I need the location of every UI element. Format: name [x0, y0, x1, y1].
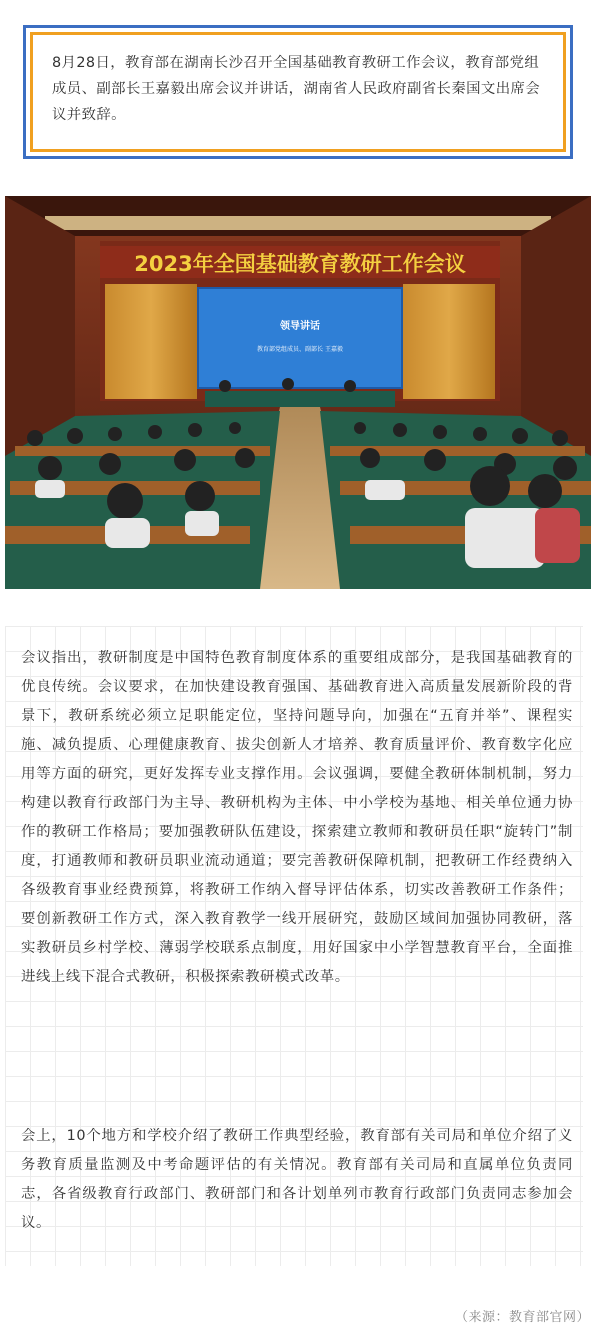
article-grid-background: [5, 626, 583, 1266]
screen-subtitle: 教育部党组成员、副部长 王嘉毅: [257, 346, 343, 353]
source-credit: （来源：教育部官网）: [454, 1310, 590, 1325]
article-paragraph: 会上，10个地方和学校介绍了教研工作典型经验，教育部有关司局和单位介绍了义务教育质量监测及中考命题评估的有关情况。教育部有关司局和直属单位负责同志，各省级教育行政部门、教研部门和各计划单列市教育行政部门负责同志参加会议。: [21, 1128, 573, 1231]
screen-title: 领导讲话: [280, 321, 320, 332]
intro-box: [23, 25, 573, 159]
conference-photo: [5, 196, 591, 589]
banner-text: 2023年全国基础教育教研工作会议: [134, 252, 466, 276]
article-paragraph: 会议指出，教研制度是中国特色教育制度体系的重要组成部分，是我国基础教育的优良传统。会议要求，在加快建设教育强国、基础教育进入高质量发展新阶段的背景下，教研系统必须立足职能定位，坚持问题导向，加强在“五育并举”、课程实施、减负提质、心理健康教育、拔尖创新人才培养、教育质量评价、教育数字化应用等方面的研究，更好发挥专业支撑作用。会议强调，要健全教研体制机制，努力构建以教育行政部门为主导、教研机构为主体、中小学校为基地、相关单位通力协作的教研工作格局；要加强教研队伍建设，探索建立教师和教研员任职“旋转门”制度，打通教师和教研员职业流动通道；要完善教研保障机制，把教研工作经费纳入各级教育事业经费预算，将教研工作纳入督导评估体系，切实改善教研工作条件；要创新教研工作方式，深入教育教学一线开展研究，鼓励区域间加强协同教研，落实教研员乡村学校、薄弱学校联系点制度，用好国家中小学智慧教育平台，全面推进线上线下混合式教研，积极探索教研模式改革。: [21, 650, 573, 985]
intro-inner-border: [30, 32, 566, 152]
intro-text: 8月28日，教育部在湖南长沙召开全国基础教育教研工作会议，教育部党组成员、副部长王嘉毅出席会议并讲话，湖南省人民政府副省长秦国文出席会议并致辞。: [52, 55, 541, 123]
